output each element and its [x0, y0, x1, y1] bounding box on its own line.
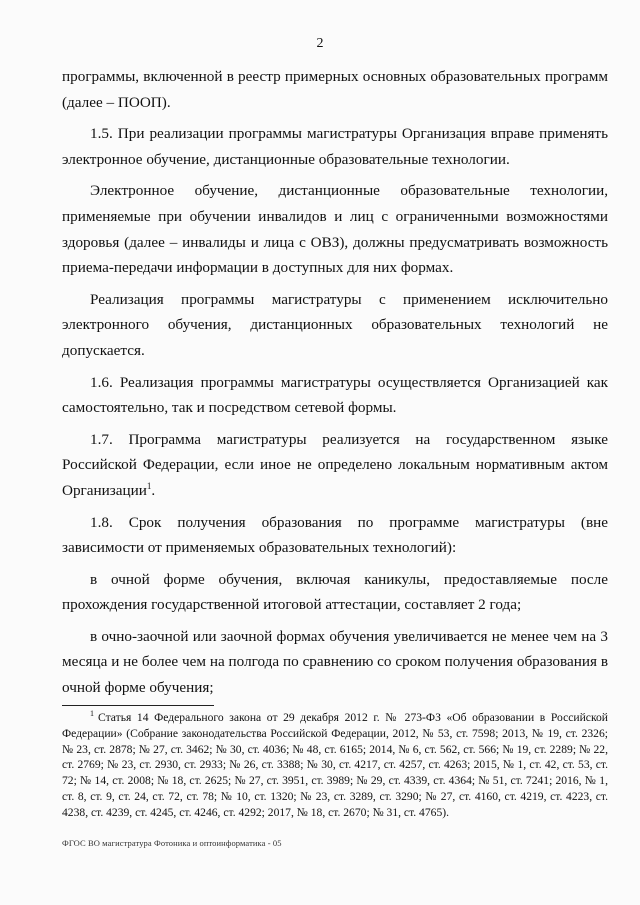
paragraph-1-7	[62, 427, 608, 504]
paragraph-1-7-end: .	[151, 481, 156, 499]
footnote-reference: 1	[146, 480, 152, 491]
footnote-text: Статья 14 Федерального закона от 29 декабря 2012 г. № 273-ФЗ «Об образовании в Российской Федерации» (Собрание законодательства Российской Федерации, 2012, № 53, ст. 7598; 2013, № 19, ст. 2326; № 23, ст. 2878; № 27, ст. 3462; № 30, ст. 4036; № 48, ст. 6165; 2014, № 6, ст. 562, ст. 566; № 19, ст. 2289; № 22, ст. 2769; № 23, ст. 2930, ст. 2933; № 26, ст. 3388; № 30, ст. 4217, ст. 4257, ст. 4263; 2015, № 1, ст. 42, ст. 53, ст. 72; № 14, ст. 2008; № 18, ст. 2625; № 27, ст. 3951, ст. 3989; № 29, ст. 4339, ст. 4364; № 51, ст. 7241; 2016, № 1, ст. 8, ст. 9, ст. 24, ст. 72, ст. 78; № 10, ст. 1320; № 23, ст. 3289, ст. 3290; № 27, ст. 4160, ст. 4219, ст. 4223, ст. 4238, ст. 4239, ст. 4245, ст. 4246, ст. 4292; 2017, № 18, ст. 2670; № 31, ст. 4765).	[62, 711, 608, 819]
footnote-separator	[62, 705, 214, 706]
paragraph-exclusive-elearning: Реализация программы магистратуры с применением исключительно электронного обучения, дистанционных образовательных технологий не допускается.	[62, 290, 608, 359]
footer-stamp: ФГОС ВО магистратура Фотоника и оптоинформатика - 05	[62, 838, 282, 848]
paragraph-poop-continuation: программы, включенной в реестр примерных основных образовательных программ (далее – ПООП).	[62, 68, 608, 111]
paragraph-disabled-learners: Электронное обучение, дистанционные образовательные технологии, применяемые при обучении инвалидов и лиц с ограниченными возможностями здоровья (далее – инвалиды и лица с ОВЗ), должны предусматривать возможность приема-передачи информации в доступных для них формах.	[62, 182, 608, 277]
page-number: 2	[316, 36, 324, 51]
document-body	[62, 64, 608, 707]
paragraph-full-time-term: в очной форме обучения, включая каникулы, предоставляемые после прохождения государственной итоговой аттестации, составляет 2 года;	[62, 570, 608, 614]
paragraph-1-5: 1.5. При реализации программы магистратуры Организация вправе применять электронное обучение, дистанционные образовательные технологии.	[62, 125, 608, 168]
paragraph-1-6: 1.6. Реализация программы магистратуры осуществляется Организацией как самостоятельно, так и посредством сетевой формы.	[62, 373, 608, 417]
paragraph-1-7-text: 1.7. Программа магистратуры реализуется на государственном языке Российской Федерации, если иное не определено локальным нормативным актом Организации	[62, 430, 608, 499]
paragraph-1-8: 1.8. Срок получения образования по программе магистратуры (вне зависимости от применяемых образовательных технологий):	[62, 513, 608, 557]
footnote-number: 1	[90, 709, 94, 719]
paragraph-part-time-term: в очно-заочной или заочной формах обучения увеличивается не менее чем на 3 месяца и не более чем на полгода по сравнению со сроком получения образования в очной форме обучения;	[62, 627, 608, 697]
footnote	[62, 710, 608, 821]
